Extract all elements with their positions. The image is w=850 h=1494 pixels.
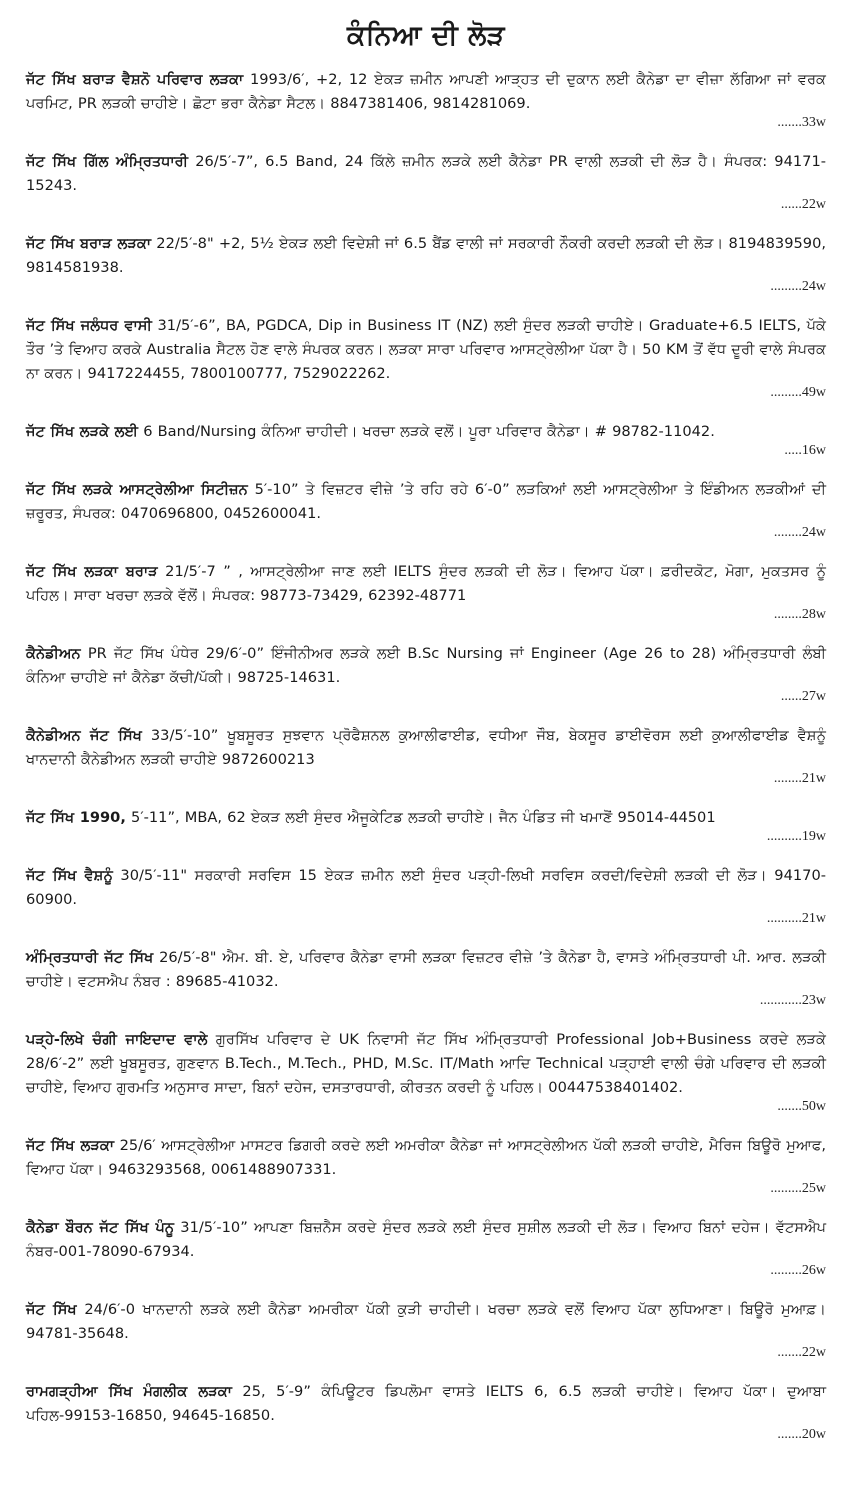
classified-ad (26, 1216, 826, 1280)
ad-body: 22/5′-8" +2, 5½ ਏਕੜ ਲਈ ਵਿਦੇਸ਼ੀ ਜਾਂ 6.5 ਬੈਂਡ ਵਾਲੀ ਜਾਂ ਸਰਕਾਰੀ ਨੌਕਰੀ ਕਰਦੀ ਲੜਕੀ ਦੀ ਲੋੜ। 8194839590, 9814581938. (26, 235, 826, 276)
ad-lead: ਕੈਨੇਡਾ ਬੌਰਨ ਜੱਟ ਸਿੱਖ ਪੰਨੂ (26, 1219, 174, 1236)
classified-ad (26, 1380, 826, 1444)
ad-lead: ਜੱਟ ਸਿੱਖ ਲੜਕਾ ਬਰਾੜ (26, 563, 158, 580)
ad-text (26, 232, 826, 280)
ad-lead: ਅੰਮ੍ਰਿਤਧਾਰੀ ਜੱਟ ਸਿੱਖ (26, 949, 154, 966)
ad-body: 31/5′-10” ਆਪਣਾ ਬਿਜ਼ਨੈਸ ਕਰਦੇ ਸੁੰਦਰ ਲੜਕੇ ਲਈ ਸੁੰਦਰ ਸੁਸ਼ੀਲ ਲੜਕੀ ਦੀ ਲੋੜ। ਵਿਆਹ ਬਿਨਾਂ ਦਹੇਜ। ਵੱਟਸਐਪ ਨੰਬਰ-001-78090-67934. (26, 1219, 826, 1260)
classified-ad (26, 68, 826, 132)
ad-code: ..........21w (766, 911, 826, 926)
ad-lead: ਜੱਟ ਸਿੱਖ (26, 1301, 77, 1318)
ad-lead: ਜੱਟ ਸਿੱਖ ਜਲੰਧਰ ਵਾਸੀ (26, 317, 152, 334)
ad-body: 31/5′-6”, BA, PGDCA, Dip in Business IT (NZ) ਲਈ ਸੁੰਦਰ ਲੜਕੀ ਚਾਹੀਏ। Graduate+6.5 IELTS, ਪੱਕੇ ਤੌਰ ’ਤੇ ਵਿਆਹ ਕਰਕੇ Australia ਸੈਟਲ ਹੋਣ ਵਾਲੇ ਸੰਪਰਕ ਕਰਨ। ਲੜਕਾ ਸਾਰਾ ਪਰਿਵਾਰ ਆਸਟ੍ਰੇਲੀਆ ਪੱਕਾ ਹੈ। 50 KM ਤੋਂ ਵੱਧ ਦੂਰੀ ਵਾਲੇ ਸੰਪਰਕ ਨਾ ਕਰਨ। 9417224455, 7800100777, 7529022262. (26, 317, 827, 382)
ad-lead: ਪੜ੍ਹੇ-ਲਿਖੇ ਚੰਗੀ ਜਾਇਦਾਦ ਵਾਲੇ (26, 1031, 208, 1048)
ad-code: .........49w (770, 385, 826, 400)
classified-ad (26, 1134, 826, 1198)
classified-ad (26, 420, 826, 460)
ad-code: .......50w (777, 1099, 826, 1114)
ad-body: 1993/6′, +2, 12 ਏਕੜ ਜ਼ਮੀਨ ਆਪਣੀ ਆੜ੍ਹਤ ਦੀ ਦੁਕਾਨ ਲਈ ਕੈਨੇਡਾ ਦਾ ਵੀਜ਼ਾ ਲੱਗਿਆ ਜਾਂ ਵਰਕ ਪਰਮਿਟ, PR ਲੜਕੀ ਚਾਹੀਏ। ਛੋਟਾ ਭਰਾ ਕੈਨੇਡਾ ਸੈਟਲ। 8847381406, 9814281069. (26, 71, 826, 112)
ad-body: 21/5′-7 ” , ਆਸਟ੍ਰੇਲੀਆ ਜਾਣ ਲਈ IELTS ਸੁੰਦਰ ਲੜਕੀ ਦੀ ਲੋੜ। ਵਿਆਹ ਪੱਕਾ। ਫ਼ਰੀਦਕੋਟ, ਮੋਗਾ, ਮੁਕਤਸਰ ਨੂੰ ਪਹਿਲ। ਸਾਰਾ ਖਰਚਾ ਲੜਕੇ ਵੱਲੋਂ। ਸੰਪਰਕ: 98773-73429, 62392-48771 (26, 563, 826, 604)
classified-ad (26, 478, 826, 542)
ad-text (26, 150, 826, 198)
classified-ad (26, 232, 826, 296)
ad-text (26, 1380, 826, 1428)
ad-body: ਗੁਰਸਿੱਖ ਪਰਿਵਾਰ ਦੇ UK ਨਿਵਾਸੀ ਜੱਟ ਸਿੱਖ ਅੰਮ੍ਰਿਤਧਾਰੀ Professional Job+Business ਕਰਦੇ ਲੜਕੇ 28/6′-2” ਲਈ ਖੂਬਸੂਰਤ, ਗੁਣਵਾਨ B.Tech., M.Tech., PHD, M.Sc. IT/Math ਆਦਿ Technical ਪੜ੍ਹਾਈ ਵਾਲੀ ਚੰਗੇ ਪਰਿਵਾਰ ਦੀ ਲੜਕੀ ਚਾਹੀਏ, ਵਿਆਹ ਗੁਰਮਤਿ ਅਨੁਸਾਰ ਸਾਦਾ, ਬਿਨਾਂ ਦਹੇਜ, ਦਸਤਾਰਧਾਰੀ, ਕੀਰਤਨ ਕਰਦੀ ਨੂੰ ਪਹਿਲ। 00447538401402. (26, 1031, 826, 1096)
ad-body: 5′-10” ਤੇ ਵਿਜ਼ਟਰ ਵੀਜ਼ੇ ’ਤੇ ਰਹਿ ਰਹੇ 6′-0” ਲੜਕਿਆਂ ਲਈ ਆਸਟ੍ਰੇਲੀਆ ਤੇ ਇੰਡੀਅਨ ਲੜਕੀਆਂ ਦੀ ਜ਼ਰੂਰਤ, ਸੰਪਰਕ: 0470696800, 0452600041. (26, 481, 826, 522)
ad-text (26, 420, 826, 444)
ad-text (26, 946, 826, 994)
ad-code: ........24w (773, 525, 826, 540)
classified-ad (26, 150, 826, 214)
ad-code: ........21w (773, 771, 826, 786)
ad-code: .....16w (784, 443, 826, 458)
ad-code: .......22w (777, 1345, 826, 1360)
ad-lead: ਕੈਨੇਡੀਅਨ (26, 645, 81, 662)
ad-lead: ਜੱਟ ਸਿੱਖ ਵੈਸ਼ਨੂੰ (26, 867, 113, 884)
ad-code: .......33w (777, 115, 826, 130)
ad-lead: ਜੱਟ ਸਿੱਖ 1990, (26, 809, 126, 826)
classified-ad (26, 946, 826, 1010)
ad-code: ......22w (780, 197, 826, 212)
classified-ad (26, 1028, 826, 1116)
classified-ad (26, 724, 826, 788)
ad-body: 25/6′ ਆਸਟ੍ਰੇਲੀਆ ਮਾਸਟਰ ਡਿਗਰੀ ਕਰਦੇ ਲਈ ਅਮਰੀਕਾ ਕੈਨੇਡਾ ਜਾਂ ਆਸਟ੍ਰੇਲੀਅਨ ਪੱਕੀ ਲੜਕੀ ਚਾਹੀਏ, ਮੈਰਿਜ ਬਿਊਰੋ ਮੁਆਫ, ਵਿਆਹ ਪੱਕਾ। 9463293568, 0061488907331. (26, 1137, 826, 1178)
ad-body: 6 Band/Nursing ਕੰਨਿਆ ਚਾਹੀਦੀ। ਖਰਚਾ ਲੜਕੇ ਵਲੋਂ। ਪੂਰਾ ਪਰਿਵਾਰ ਕੈਨੇਡਾ। # 98782-11042. (138, 423, 715, 440)
ad-lead: ਕੈਨੇਡੀਅਨ ਜੱਟ ਸਿੱਖ (26, 727, 142, 744)
classified-ad (26, 864, 826, 928)
ad-text (26, 560, 826, 608)
ad-text (26, 314, 826, 386)
ad-lead: ਜੱਟ ਸਿੱਖ ਲੜਕੇ ਲਈ (26, 423, 139, 440)
ad-body: 5′-11”, MBA, 62 ਏਕੜ ਲਈ ਸੁੰਦਰ ਐਜੂਕੇਟਿਡ ਲੜਕੀ ਚਾਹੀਏ। ਜੈਨ ਪੰਡਿਤ ਜੀ ਖਮਾਣੋਂ 95014-44501 (125, 809, 716, 826)
ad-code: .........26w (770, 1263, 826, 1278)
ad-code: ......27w (780, 689, 826, 704)
ad-code: ..........19w (766, 829, 826, 844)
ad-text (26, 806, 826, 830)
classified-ad (26, 314, 826, 402)
ad-body: 25, 5′-9” ਕੰਪਿਊਟਰ ਡਿਪਲੋਮਾ ਵਾਸਤੇ IELTS 6, 6.5 ਲੜਕੀ ਚਾਹੀਏ। ਵਿਆਹ ਪੱਕਾ। ਦੁਆਬਾ ਪਹਿਲ-99153-16850, 94645-16850. (26, 1383, 826, 1424)
ad-text (26, 864, 826, 912)
ad-text (26, 68, 826, 116)
ad-lead: ਜੱਟ ਸਿੱਖ ਬਰਾੜ ਵੈਸ਼ਨੋ ਪਰਿਵਾਰ ਲੜਕਾ (26, 71, 244, 88)
ad-code: .........24w (770, 279, 826, 294)
ad-text (26, 1216, 826, 1264)
ad-text (26, 1134, 826, 1182)
classified-ad (26, 642, 826, 706)
ad-lead: ਜੱਟ ਸਿੱਖ ਲੜਕਾ (26, 1137, 115, 1154)
classified-ad (26, 1298, 826, 1362)
ad-body: 26/5′-8" ਐਮ. ਬੀ. ਏ, ਪਰਿਵਾਰ ਕੈਨੇਡਾ ਵਾਸੀ ਲੜਕਾ ਵਿਜ਼ਟਰ ਵੀਜ਼ੇ ’ਤੇ ਕੈਨੇਡਾ ਹੈ, ਵਾਸਤੇ ਅੰਮ੍ਰਿਤਧਾਰੀ ਪੀ. ਆਰ. ਲੜਕੀ ਚਾਹੀਏ। ਵਟਸਐਪ ਨੰਬਰ : 89685-41032. (26, 949, 826, 990)
classified-ad (26, 806, 826, 846)
page-title: ਕੰਨਿਆ ਦੀ ਲੋੜ (346, 20, 506, 51)
ad-code: ............23w (759, 993, 826, 1008)
ad-body: 33/5′-10” ਖੂਬਸੂਰਤ ਸੁਝਵਾਨ ਪ੍ਰੋਫੈਸ਼ਨਲ ਕੁਆਲੀਫਾਈਡ, ਵਧੀਆ ਜੌਬ, ਬੇਕਸੂਰ ਡਾਈਵੋਰਸ ਲਈ ਕੁਆਲੀਫਾਈਡ ਵੈਸ਼ਨੂੰ ਖਾਨਦਾਨੀ ਕੈਨੇਡੀਅਨ ਲੜਕੀ ਚਾਹੀਏ 9872600213 (26, 727, 826, 768)
ad-text (26, 724, 826, 772)
ad-lead: ਜੱਟ ਸਿੱਖ ਗਿੱਲ ਅੰਮ੍ਰਿਤਧਾਰੀ (26, 153, 189, 170)
ad-text (26, 1298, 826, 1346)
ad-text (26, 478, 826, 526)
ad-body: 24/6′-0 ਖਾਨਦਾਨੀ ਲੜਕੇ ਲਈ ਕੈਨੇਡਾ ਅਮਰੀਕਾ ਪੱਕੀ ਕੁੜੀ ਚਾਹੀਦੀ। ਖਰਚਾ ਲੜਕੇ ਵਲੋਂ ਵਿਆਹ ਪੱਕਾ ਲੁਧਿਆਣਾ। ਬਿਊਰੋ ਮੁਆਫ਼। 94781-35648. (26, 1301, 826, 1342)
ad-body: 30/5′-11" ਸਰਕਾਰੀ ਸਰਵਿਸ 15 ਏਕੜ ਜ਼ਮੀਨ ਲਈ ਸੁੰਦਰ ਪੜ੍ਹੀ-ਲਿਖੀ ਸਰਵਿਸ ਕਰਦੀ/ਵਿਦੇਸ਼ੀ ਲੜਕੀ ਦੀ ਲੋੜ। 94170-60900. (26, 867, 826, 908)
ad-text (26, 1028, 826, 1100)
ad-body: PR ਜੱਟ ਸਿੱਖ ਪੰਧੇਰ 29/6′-0” ਇੰਜੀਨੀਅਰ ਲੜਕੇ ਲਈ B.Sc Nursing ਜਾਂ Engineer (Age 26 to 28) ਅੰਮ੍ਰਿਤਧਾਰੀ ਲੰਬੀ ਕੰਨਿਆ ਚਾਹੀਏ ਜਾਂ ਕੈਨੇਡਾ ਕੱਚੀ/ਪੱਕੀ। 98725-14631. (26, 645, 826, 686)
ad-text (26, 642, 826, 690)
ad-lead: ਜੱਟ ਸਿੱਖ ਬਰਾੜ ਲੜਕਾ (26, 235, 152, 252)
ad-lead: ਰਾਮਗੜ੍ਹੀਆ ਸਿੱਖ ਮੰਗਲੀਕ ਲੜਕਾ (26, 1383, 232, 1400)
ad-body: 26/5′-7”, 6.5 Band, 24 ਕਿੱਲੇ ਜ਼ਮੀਨ ਲੜਕੇ ਲਈ ਕੈਨੇਡਾ PR ਵਾਲੀ ਲੜਕੀ ਦੀ ਲੋੜ ਹੈ। ਸੰਪਰਕ: 94171-15243. (26, 153, 826, 194)
ad-code: .......20w (777, 1427, 826, 1442)
ad-lead: ਜੱਟ ਸਿੱਖ ਲੜਕੇ ਆਸਟ੍ਰੇਲੀਆ ਸਿਟੀਜ਼ਨ (26, 481, 248, 498)
ads-list (26, 68, 826, 1444)
classified-ad (26, 560, 826, 624)
ad-code: .........25w (770, 1181, 826, 1196)
ad-code: ........28w (773, 607, 826, 622)
